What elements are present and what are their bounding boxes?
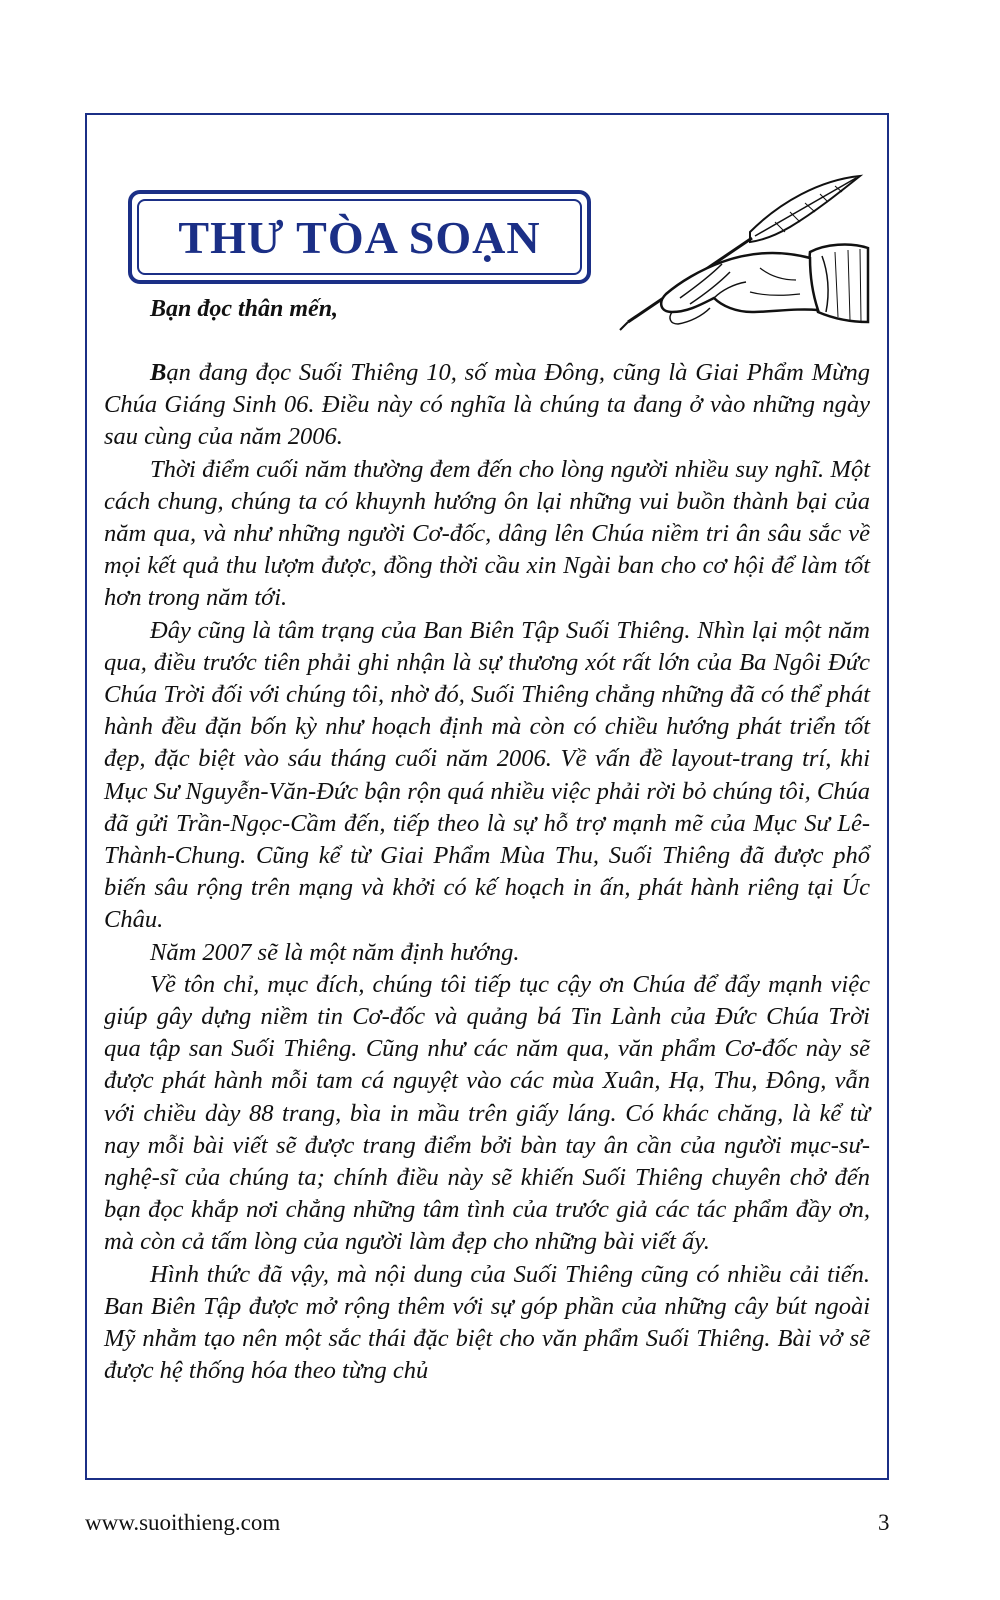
page-title: THƯ TÒA SOẠN (178, 211, 541, 263)
letter-body (104, 357, 870, 1388)
paragraph: Về tôn chỉ, mục đích, chúng tôi tiếp tục cậy ơn Chúa để đẩy mạnh việc giúp gây dựng niềm tin Cơ-đốc và quảng bá Tin Lành của Đức Chúa Trời qua tập san Suối Thiêng. Cũng như các năm qua, văn phẩm Cơ-đốc này sẽ được phát hành mỗi tam cá nguyệt vào các mùa Xuân, Hạ, Thu, Đông, vẫn với chiều dày 88 trang, bìa in mầu trên giấy láng. Có khác chăng, là kể từ nay mỗi bài viết sẽ được trang điểm bởi bàn tay ân cần của người mục-sư-nghệ-sĩ của chúng ta; chính điều này sẽ khiến Suối Thiêng chuyên chở đến bạn đọc khắp nơi chẳng những tâm tình của trước giả các tác phẩm đầy ơn, mà còn cả tấm lòng của người làm đẹp cho những bài viết ấy. (104, 970, 870, 1256)
title-box (128, 190, 591, 284)
quill-pen-hand-illustration (610, 172, 872, 332)
paragraph (104, 357, 870, 454)
drop-letter: B (150, 359, 167, 386)
footer-website: www.suoithieng.com (85, 1510, 281, 1535)
paragraph: Đây cũng là tâm trạng của Ban Biên Tập Suối Thiêng. Nhìn lại một năm qua, điều trước tiên phải ghi nhận là sự thương xót rất lớn của Ba Ngôi Đức Chúa Trời đối với chúng tôi, nhờ đó, Suối Thiêng chẳng những đã có thể phát hành đều đặn bốn kỳ như hoạch định mà còn có chiều hướng phát triển tốt đẹp, đặc biệt vào sáu tháng cuối năm 2006. Về vấn đề layout-trang trí, khi Mục Sư Nguyễn-Văn-Đức bận rộn quá nhiều việc phải rời bỏ chúng tôi, Chúa đã gửi Trần-Ngọc-Cầm đến, tiếp theo là sự hỗ trợ mạnh mẽ của Mục Sư Lê-Thành-Chung. Cũng kể từ Giai Phẩm Mùa Thu, Suối Thiêng đã được phổ biến sâu rộng trên mạng và khởi có kế hoạch in ấn, phát hành riêng tại Úc Châu. (104, 616, 870, 934)
paragraph: Thời điểm cuối năm thường đem đến cho lòng người nhiều suy nghĩ. Một cách chung, chúng ta có khuynh hướng ôn lại những vui buồn thành bại của năm qua, và như những người Cơ-đốc, dâng lên Chúa niềm tri ân sâu sắc về mọi kết quả thu lượm được, đồng thời cầu xin Ngài ban cho cơ hội để làm tốt hơn trong năm tới. (104, 455, 870, 612)
salutation: Bạn đọc thân mến, (150, 296, 339, 322)
paragraph: Hình thức đã vậy, mà nội dung của Suối Thiêng cũng có nhiều cải tiến. Ban Biên Tập được mở rộng thêm với sự góp phần của những cây bút ngoài Mỹ nhằm tạo nên một sắc thái đặc biệt cho văn phẩm Suối Thiêng. Bài vở sẽ được hệ thống hóa theo từng chủ (104, 1260, 870, 1385)
paragraph: Năm 2007 sẽ là một năm định hướng. (150, 938, 520, 966)
paragraph-text: ạn đang đọc Suối Thiêng 10, số mùa Đông, cũng là Giai Phẩm Mừng Chúa Giáng Sinh 06. Điều này có nghĩa là chúng ta đang ở vào những ngày sau cùng của năm 2006. (104, 359, 870, 451)
page-number: 3 (878, 1510, 890, 1535)
